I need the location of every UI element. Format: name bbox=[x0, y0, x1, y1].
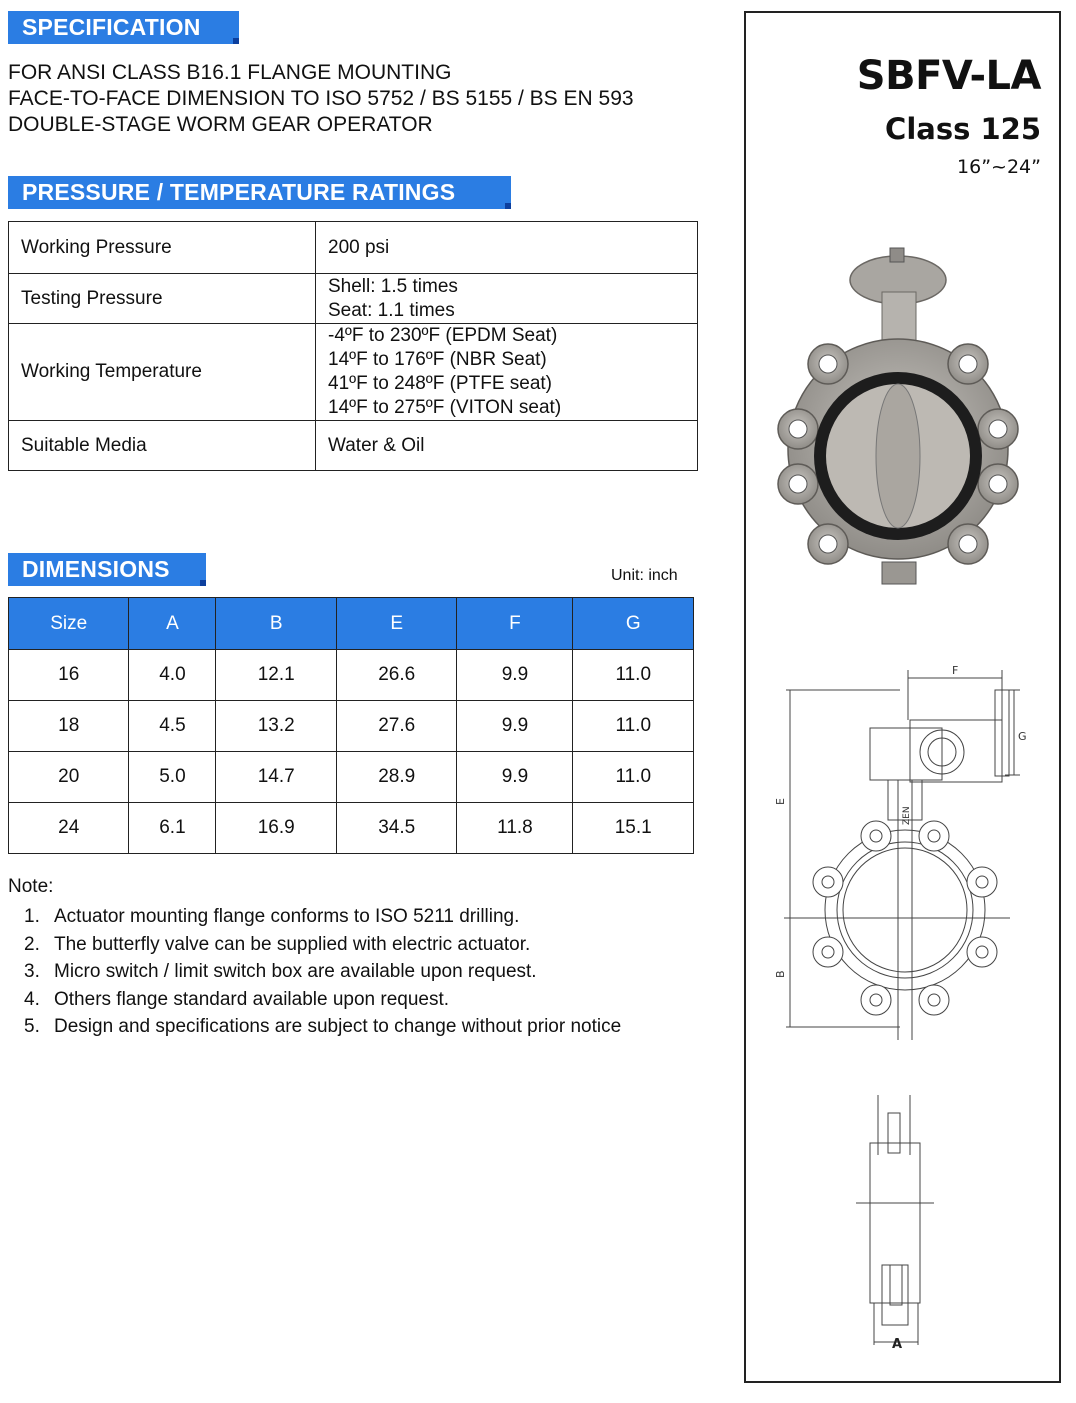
note-text: Design and specifications are subject to change without prior notice bbox=[54, 1016, 622, 1038]
table-row bbox=[9, 803, 694, 854]
column-header: B bbox=[216, 598, 337, 650]
table-cell: 4.0 bbox=[129, 650, 216, 701]
table-cell: 18 bbox=[9, 701, 129, 752]
column-header: E bbox=[336, 598, 457, 650]
table-row bbox=[9, 421, 698, 471]
table-cell: 9.9 bbox=[457, 650, 573, 701]
table-cell: 28.9 bbox=[336, 752, 457, 803]
table-cell: 15.1 bbox=[573, 803, 694, 854]
note-text: Others flange standard available upon request. bbox=[54, 988, 450, 1010]
spec-line: FACE-TO-FACE DIMENSION TO ISO 5752 / BS 5155 / BS EN 593 bbox=[8, 87, 634, 110]
specification-heading: SPECIFICATION bbox=[8, 11, 239, 44]
size-range: 16”~24” bbox=[957, 156, 1041, 178]
table-cell: 26.6 bbox=[336, 650, 457, 701]
spec-line: DOUBLE-STAGE WORM GEAR OPERATOR bbox=[8, 113, 433, 136]
list-item: 2. The butterfly valve can be supplied with electric actuator. bbox=[24, 931, 621, 959]
rating-value-line: 14ºF to 176ºF (NBR Seat) bbox=[328, 349, 547, 370]
rating-value bbox=[316, 421, 698, 471]
rating-label: Testing Pressure bbox=[9, 274, 316, 324]
table-cell: 20 bbox=[9, 752, 129, 803]
note-text: Actuator mounting flange conforms to ISO 5211 drilling. bbox=[54, 906, 520, 927]
valve-front-drawing bbox=[770, 660, 1040, 1050]
notes-title: Note: bbox=[8, 876, 54, 897]
rating-value-line: 200 psi bbox=[328, 236, 390, 258]
list-item: 4. Others flange standard available upon request. bbox=[24, 986, 621, 1014]
model-name: SBFV-LA bbox=[856, 53, 1041, 99]
rating-value bbox=[316, 324, 698, 421]
dim-label-g: G bbox=[1018, 730, 1027, 743]
column-header: A bbox=[129, 598, 216, 650]
list-item: 1. Actuator mounting flange conforms to ISO 5211 drilling. bbox=[24, 903, 621, 931]
column-header: F bbox=[457, 598, 573, 650]
list-item: 3. Micro switch / limit switch box are available upon request. bbox=[24, 958, 621, 986]
rating-value-line: -4ºF to 230ºF (EPDM Seat) bbox=[328, 325, 558, 346]
note-text: The butterfly valve can be supplied with electric actuator. bbox=[54, 933, 531, 955]
rating-label: Working Temperature bbox=[9, 324, 316, 421]
table-cell: 11.0 bbox=[573, 650, 694, 701]
valve-side-drawing bbox=[846, 1095, 956, 1360]
table-cell: 16 bbox=[9, 650, 129, 701]
table-cell: 34.5 bbox=[336, 803, 457, 854]
spec-line: FOR ANSI CLASS B16.1 FLANGE MOUNTING bbox=[8, 61, 452, 84]
table-cell: 27.6 bbox=[336, 701, 457, 752]
table-row bbox=[9, 701, 694, 752]
list-item: 5. Design and specifications are subject to change without prior notice bbox=[24, 1013, 621, 1041]
table-row bbox=[9, 274, 698, 324]
column-header: G bbox=[573, 598, 694, 650]
dim-label-f: F bbox=[952, 664, 959, 677]
table-cell: 13.2 bbox=[216, 701, 337, 752]
table-cell: 11.8 bbox=[457, 803, 573, 854]
table-cell: 9.9 bbox=[457, 701, 573, 752]
rating-value bbox=[316, 274, 698, 324]
dimensions-table bbox=[8, 597, 694, 854]
table-row bbox=[9, 222, 698, 274]
table-cell: 12.1 bbox=[216, 650, 337, 701]
table-cell: 11.0 bbox=[573, 752, 694, 803]
valve-photo bbox=[770, 244, 1030, 590]
table-cell: 5.0 bbox=[129, 752, 216, 803]
dim-label-a: A bbox=[892, 1337, 903, 1352]
rating-value-line: 14ºF to 275ºF (VITON seat) bbox=[328, 397, 562, 418]
dimensions-heading: DIMENSIONS bbox=[8, 553, 206, 586]
rating-value bbox=[316, 222, 698, 274]
specification-text bbox=[8, 60, 634, 138]
table-cell: 24 bbox=[9, 803, 129, 854]
note-text: Micro switch / limit switch box are available upon request. bbox=[54, 961, 537, 983]
ratings-table bbox=[8, 221, 698, 471]
rating-value-line: Seat: 1.1 times bbox=[328, 299, 455, 321]
column-header: Size bbox=[9, 598, 129, 650]
table-cell: 6.1 bbox=[129, 803, 216, 854]
table-row bbox=[9, 752, 694, 803]
table-cell: 16.9 bbox=[216, 803, 337, 854]
unit-label: Unit: inch bbox=[611, 567, 678, 584]
rating-value-line: Shell: 1.5 times bbox=[328, 275, 458, 297]
table-row bbox=[9, 650, 694, 701]
rating-value-line: 41ºF to 248ºF (PTFE seat) bbox=[328, 373, 553, 394]
table-cell: 14.7 bbox=[216, 752, 337, 803]
table-cell: 4.5 bbox=[129, 701, 216, 752]
dim-label-e: E bbox=[774, 798, 787, 805]
rating-label: Working Pressure bbox=[9, 222, 316, 274]
table-row bbox=[9, 324, 698, 421]
notes-list bbox=[24, 903, 621, 1041]
dim-label-b: B bbox=[774, 970, 787, 978]
rating-label: Suitable Media bbox=[9, 421, 316, 471]
ratings-heading: PRESSURE / TEMPERATURE RATINGS bbox=[8, 176, 511, 209]
table-cell: 9.9 bbox=[457, 752, 573, 803]
pressure-class: Class 125 bbox=[885, 112, 1041, 146]
stem-mark: ZEN bbox=[902, 806, 912, 825]
rating-value-line: Water & Oil bbox=[328, 434, 425, 456]
table-cell: 11.0 bbox=[573, 701, 694, 752]
table-header-row bbox=[9, 598, 694, 650]
